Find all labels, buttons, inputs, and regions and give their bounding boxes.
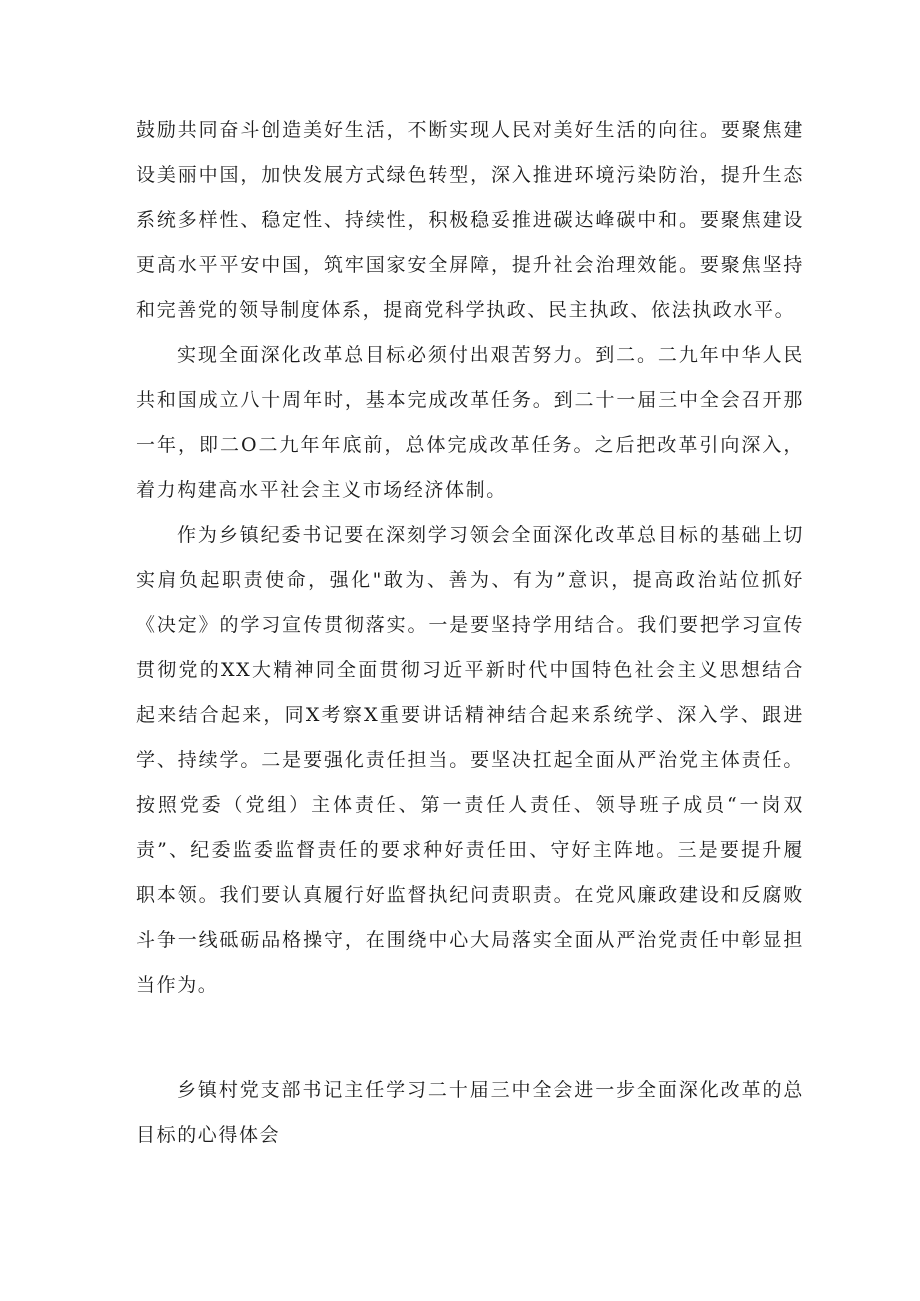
- next-article-title: 乡镇村党支部书记主任学习二十届三中全会进一步全面深化改革的总目标的心得体会: [136, 1079, 804, 1146]
- paragraph-2: 实现全面深化改革总目标必须付出艰苦努力。到二。二九年中华人民共和国成立八十周年时，基本完成改革任务。到二十一届三中全会召开那一年，即二O二九年年底前，总体完成改革任务。之后把改革引向深入，着力构建高水平社会主义市场经济体制。: [136, 344, 804, 501]
- next-article-title-block: [136, 1068, 804, 1158]
- paragraph-1: 鼓励共同奋斗创造美好生活，不断实现人民对美好生活的向往。要聚焦建设美丽中国，加快发展方式绿色转型，深入推进环境污染防治，提升生态系统多样性、稳定性、持续性，积极稳妥推进碳达峰碳中和。要聚焦建设更高水平平安中国，筑牢国家安全屏障，提升社会治理效能。要聚焦坚持和完善党的领导制度体系，提商党科学执政、民主执政、依法执政水平。: [136, 119, 804, 321]
- paragraph-3: 作为乡镇纪委书记要在深刻学习领会全面深化改革总目标的基础上切实肩负起职责使命，强化"敢为、善为、有为”意识，提高政治站位抓好《决定》的学习宣传贯彻落实。一是要坚持学用结合。我们要把学习宣传贯彻党的XX大精神同全面贯彻习近平新时代中国特色社会主义思想结合起来结合起来，同X考察X重要讲话精神结合起来系统学、深入学、跟进学、持续学。二是要强化责任担当。要坚决扛起全面从严治党主体责任。按照党委（党组）主体责任、第一责任人责任、领导班子成员“一岗双责”、纪委监委监督责任的要求种好责任田、守好主阵地。三是要提升履职本领。我们要认真履行好监督执纪问责职责。在党风廉政建设和反腐败斗争一线砥砺品格操守，在围绕中心大局落实全面从严治党责任中彰显担当作为。: [136, 524, 804, 996]
- document-body: [136, 108, 804, 1008]
